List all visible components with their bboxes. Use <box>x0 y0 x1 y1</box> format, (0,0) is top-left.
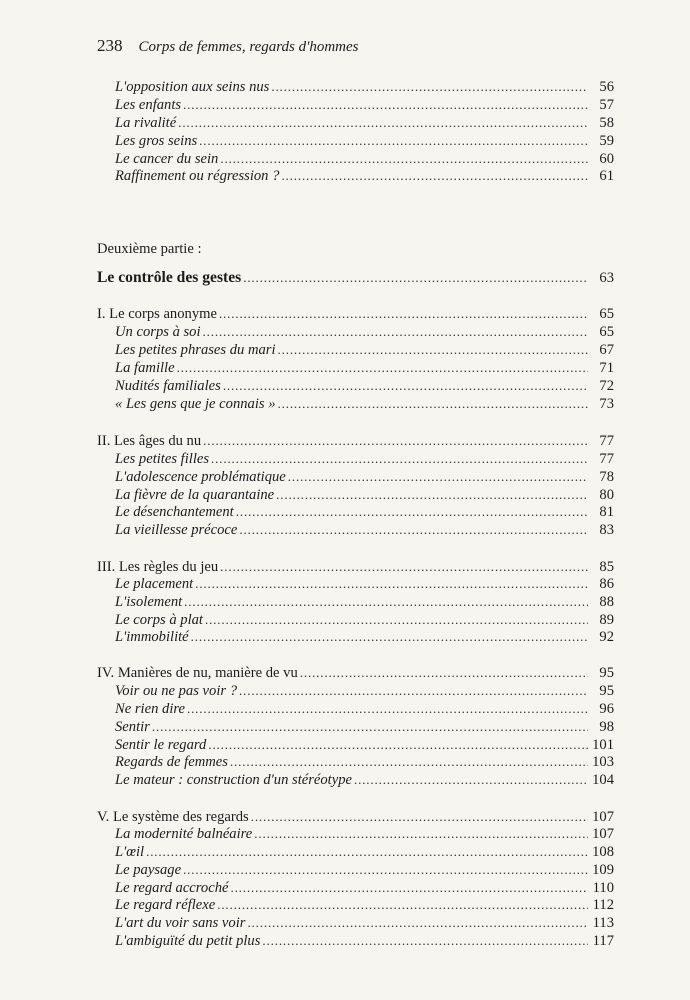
toc-entry <box>97 150 614 168</box>
toc-entry-title: L'art du voir sans voir <box>115 915 246 931</box>
toc-entry <box>97 861 614 879</box>
chapter-title: III. Les règles du jeu <box>97 559 219 575</box>
toc-entry-title: Un corps à soi <box>115 324 201 340</box>
dot-leader <box>184 593 588 611</box>
chapter-page: 107 <box>592 809 614 825</box>
dot-leader <box>276 486 588 504</box>
chapter-page: 77 <box>599 433 614 449</box>
toc-entry-page: 98 <box>599 719 614 735</box>
toc-entry-title: L'opposition aux seins nus <box>115 79 270 95</box>
toc-entry <box>97 503 614 521</box>
toc-entry <box>97 843 614 861</box>
toc-entry-page: 96 <box>599 701 614 717</box>
toc-entry-page: 89 <box>599 612 614 628</box>
toc-entry-title: La vieillesse précoce <box>115 522 238 538</box>
toc-entry-title: Les petites filles <box>115 451 210 467</box>
toc-entry-title: La famille <box>115 360 175 376</box>
toc-entry <box>97 736 614 754</box>
toc-entry-page: 110 <box>592 880 614 896</box>
toc-entry <box>97 753 614 771</box>
toc-entry-title: Voir ou ne pas voir ? <box>115 683 238 699</box>
dot-leader <box>220 150 588 168</box>
toc-entry <box>97 132 614 150</box>
part-page: 63 <box>599 270 614 286</box>
dot-leader <box>278 395 588 413</box>
dot-leader <box>271 78 588 96</box>
chapter-heading <box>97 432 614 450</box>
toc-entry-page: 107 <box>592 826 614 842</box>
toc-entry-page: 86 <box>599 576 614 592</box>
dot-leader <box>243 269 588 287</box>
toc-entry-page: 112 <box>592 897 614 913</box>
toc-entry-page: 92 <box>599 629 614 645</box>
dot-leader <box>230 879 588 897</box>
chapter-heading <box>97 305 614 323</box>
toc-entry-title: Regards de femmes <box>115 754 228 770</box>
dot-leader <box>230 753 588 771</box>
toc-entry-page: 109 <box>592 862 614 878</box>
toc-entry-page: 60 <box>599 151 614 167</box>
toc-entry <box>97 575 614 593</box>
toc-entry <box>97 167 614 185</box>
toc-entry <box>97 114 614 132</box>
toc-entry-title: Les gros seins <box>115 133 198 149</box>
toc-entry-page: 71 <box>599 360 614 376</box>
toc-entry-title: Les petites phrases du mari <box>115 342 276 358</box>
dot-leader <box>211 450 588 468</box>
dot-leader <box>254 825 588 843</box>
toc-entry-title: Le regard réflexe <box>115 897 216 913</box>
chapter-title: I. Le corps anonyme <box>97 306 217 322</box>
toc-entry-page: 95 <box>599 683 614 699</box>
dot-leader <box>152 718 588 736</box>
toc-entry-page: 56 <box>599 79 614 95</box>
toc-entry-page: 73 <box>599 396 614 412</box>
toc-entry-page: 104 <box>592 772 614 788</box>
running-head <box>97 36 359 56</box>
page-number: 238 <box>97 36 123 55</box>
dot-leader <box>288 468 588 486</box>
dot-leader <box>187 700 588 718</box>
toc-entry-title: Le paysage <box>115 862 182 878</box>
dot-leader <box>223 377 588 395</box>
dot-leader <box>219 305 588 323</box>
toc-entry-title: Ne rien dire <box>115 701 185 717</box>
toc-entry-title: L'œil <box>115 844 145 860</box>
chapter-title: IV. Manières de nu, manière de vu <box>97 665 298 681</box>
toc-entry <box>97 468 614 486</box>
part-heading <box>97 269 614 287</box>
toc-entry <box>97 96 614 114</box>
toc-entry-title: La fièvre de la quarantaine <box>115 487 275 503</box>
dot-leader <box>262 932 588 950</box>
toc-entry-page: 108 <box>592 844 614 860</box>
dot-leader <box>199 132 588 150</box>
dot-leader <box>195 575 588 593</box>
chapter-page: 95 <box>599 665 614 681</box>
dot-leader <box>177 359 588 377</box>
dot-leader <box>354 771 588 789</box>
dot-leader <box>300 664 588 682</box>
chapter-heading <box>97 808 614 826</box>
dot-leader <box>239 682 588 700</box>
toc-entry-title: Le désenchantement <box>115 504 234 520</box>
toc-entry-page: 58 <box>599 115 614 131</box>
toc-entry <box>97 341 614 359</box>
dot-leader <box>247 914 588 932</box>
toc-entry <box>97 682 614 700</box>
part-title: Le contrôle des gestes <box>97 269 242 286</box>
dot-leader <box>183 96 588 114</box>
dot-leader <box>236 503 588 521</box>
toc-entry <box>97 593 614 611</box>
book-title: Corps de femmes, regards d'hommes <box>138 39 359 55</box>
dot-leader <box>239 521 588 539</box>
dot-leader <box>220 558 588 576</box>
dot-leader <box>146 843 588 861</box>
toc-entry <box>97 521 614 539</box>
toc-entry-title: Les enfants <box>115 97 182 113</box>
toc-entry-title: Sentir le regard <box>115 737 207 753</box>
dot-leader <box>278 341 588 359</box>
toc-entry-page: 57 <box>599 97 614 113</box>
dot-leader <box>178 114 588 132</box>
toc-entry-page: 78 <box>599 469 614 485</box>
toc-entry <box>97 879 614 897</box>
toc-entry-page: 61 <box>599 168 614 184</box>
toc-entry <box>97 825 614 843</box>
toc-entry-page: 72 <box>599 378 614 394</box>
toc-entry-title: Le placement <box>115 576 194 592</box>
toc-entry-title: L'ambiguïté du petit plus <box>115 933 261 949</box>
toc-entry-title: La modernité balnéaire <box>115 826 253 842</box>
toc-entry-page: 101 <box>592 737 614 753</box>
dot-leader <box>203 323 588 341</box>
toc-entry <box>97 771 614 789</box>
toc-entry <box>97 78 614 96</box>
toc-entry-title: La rivalité <box>115 115 177 131</box>
toc-entry-title: L'isolement <box>115 594 183 610</box>
toc-entry-page: 113 <box>592 915 614 931</box>
toc-entry <box>97 914 614 932</box>
toc-entry-page: 103 <box>592 754 614 770</box>
toc-entry-title: Nudités familiales <box>115 378 221 394</box>
toc-entry <box>97 718 614 736</box>
toc-entry-page: 83 <box>599 522 614 538</box>
toc-entry-page: 67 <box>599 342 614 358</box>
chapter-heading <box>97 664 614 682</box>
toc-entry <box>97 395 614 413</box>
toc-entry-title: Le mateur : construction d'un stéréotype <box>115 772 352 788</box>
dot-leader <box>183 861 588 879</box>
chapter-page: 65 <box>599 306 614 322</box>
toc-entry <box>97 932 614 950</box>
toc-entry <box>97 377 614 395</box>
dot-leader <box>217 896 588 914</box>
toc-entry-title: Le cancer du sein <box>115 151 219 167</box>
toc-entry-title: Raffinement ou régression ? <box>115 168 280 184</box>
toc-entry <box>97 700 614 718</box>
chapter-title: II. Les âges du nu <box>97 433 202 449</box>
chapter-title: V. Le système des regards <box>97 809 249 825</box>
toc-entry <box>97 896 614 914</box>
dot-leader <box>251 808 588 826</box>
toc-entry <box>97 611 614 629</box>
toc-entry <box>97 323 614 341</box>
toc-entry-title: « Les gens que je connais » <box>115 396 276 412</box>
dot-leader <box>191 628 588 646</box>
toc-entry-page: 88 <box>599 594 614 610</box>
toc-entry-page: 117 <box>592 933 614 949</box>
toc-entry-page: 65 <box>599 324 614 340</box>
toc-entry-title: L'adolescence problématique <box>115 469 286 485</box>
dot-leader <box>281 167 588 185</box>
part-label: Deuxième partie : <box>97 241 202 257</box>
toc-entry <box>97 359 614 377</box>
chapter-page: 85 <box>599 559 614 575</box>
dot-leader <box>208 736 588 754</box>
dot-leader <box>205 611 588 629</box>
toc-entry <box>97 628 614 646</box>
dot-leader <box>203 432 588 450</box>
toc-entry-title: Le corps à plat <box>115 612 203 628</box>
toc-entry-title: Le regard accroché <box>115 880 229 896</box>
toc-entry-title: L'immobilité <box>115 629 189 645</box>
toc-entry <box>97 450 614 468</box>
toc-entry-title: Sentir <box>115 719 150 735</box>
toc-entry-page: 80 <box>599 487 614 503</box>
toc-entry-page: 81 <box>599 504 614 520</box>
chapter-heading <box>97 558 614 576</box>
toc-entry <box>97 486 614 504</box>
toc-entry-page: 77 <box>599 451 614 467</box>
toc-entry-page: 59 <box>599 133 614 149</box>
